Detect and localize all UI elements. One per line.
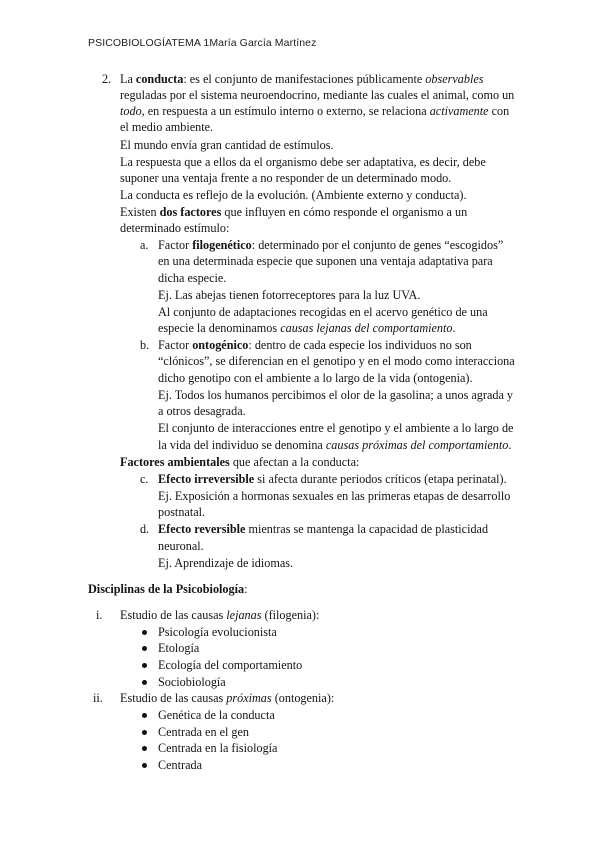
page-header: PSICOBIOLOGÍATEMA 1María García Martínez — [88, 37, 317, 49]
paragraph-line: Efecto reversible mientras se mantenga la capacidad de plasticidad — [158, 522, 489, 536]
paragraph-line: postnatal. — [158, 505, 206, 519]
bullet-icon — [142, 763, 147, 768]
list-marker-2: 2. — [102, 72, 112, 86]
list-marker-ii: ii. — [93, 691, 103, 705]
paragraph-line: suponer una ventaja frente a no responder de un determinado modo. — [120, 171, 452, 185]
section-heading: Disciplinas de la Psicobiología: — [88, 582, 248, 596]
paragraph-line: Al conjunto de adaptaciones recogidas en el acervo genético de una — [158, 305, 488, 319]
paragraph-line: Ej. Todos los humanos percibimos el olor de la gasolina; a unos agrada y — [158, 388, 513, 402]
paragraph-line: El conjunto de interacciones entre el genotipo y el ambiente a lo largo de — [158, 421, 514, 435]
bullet-icon — [142, 646, 147, 651]
paragraph-line: el medio ambiente. — [120, 120, 214, 134]
paragraph-line: La conducta es reflejo de la evolución. (Ambiente externo y conducta). — [120, 188, 467, 202]
list-marker-i: i. — [96, 608, 103, 622]
paragraph-line: dicha especie. — [158, 271, 227, 285]
paragraph-line: Ej. Las abejas tienen fotorreceptores para la luz UVA. — [158, 288, 421, 302]
term-filogenetico: filogenético — [192, 238, 252, 252]
bullet-icon — [142, 630, 147, 635]
paragraph-line: “clónicos”, se diferencian en el genotipo y en el modo como interacciona — [158, 354, 515, 368]
list-marker-b: b. — [140, 338, 150, 352]
paragraph-line: neuronal. — [158, 539, 204, 553]
list-marker-a: a. — [140, 238, 149, 252]
list-item: Sociobiología — [158, 675, 226, 689]
paragraph-line: reguladas por el sistema neuroendocrino, mediante las cuales el animal, como un — [120, 88, 515, 102]
list-item: Ecología del comportamiento — [158, 658, 303, 672]
bullet-icon — [142, 680, 147, 685]
paragraph-line: La conducta: es el conjunto de manifestaciones públicamente observables — [120, 72, 484, 86]
paragraph-line: El mundo envía gran cantidad de estímulos. — [120, 138, 334, 152]
list-item: Genética de la conducta — [158, 708, 275, 722]
paragraph-line: dicho genotipo con el ambiente a lo largo de la vida (ontogenia). — [158, 371, 473, 385]
bullet-icon — [142, 746, 147, 751]
paragraph-line: Efecto irreversible si afecta durante periodos críticos (etapa perinatal). — [158, 472, 507, 486]
bullet-icon — [142, 713, 147, 718]
list-item: Psicología evolucionista — [158, 625, 277, 639]
term-efecto-reversible: Efecto reversible — [158, 522, 246, 536]
paragraph-line: Factores ambientales que afectan a la conducta: — [120, 455, 360, 469]
term-factores-ambientales: Factores ambientales — [120, 455, 230, 469]
paragraph-line: determinado estímulo: — [120, 221, 230, 235]
term-efecto-irreversible: Efecto irreversible — [158, 472, 255, 486]
list-marker-c: c. — [140, 472, 149, 486]
paragraph-line: en una determinada especie que suponen una ventaja adaptativa para — [158, 254, 493, 268]
list-item: Centrada — [158, 758, 202, 772]
list-item: Centrada en el gen — [158, 725, 250, 739]
paragraph-line: a otros desagrada. — [158, 404, 246, 418]
paragraph-line: Ej. Aprendizaje de idiomas. — [158, 556, 294, 570]
term-dos-factores: dos factores — [159, 205, 222, 219]
paragraph-line: Factor filogenético: determinado por el conjunto de genes “escogidos” — [158, 238, 504, 252]
list-marker-d: d. — [140, 522, 150, 536]
list-item: Centrada en la fisiología — [158, 741, 278, 755]
paragraph-line: especie la denominamos causas lejanas del comportamiento. — [158, 321, 456, 335]
term-ontogenico: ontogénico — [192, 338, 249, 352]
paragraph-line: La respuesta que a ellos da el organismo debe ser adaptativa, es decir, debe — [120, 155, 486, 169]
paragraph-line: Estudio de las causas lejanas (filogenia): — [120, 608, 320, 622]
bullet-icon — [142, 663, 147, 668]
paragraph-line: Factor ontogénico: dentro de cada especie los individuos no son — [158, 338, 472, 352]
paragraph-line: Ej. Exposición a hormonas sexuales en las primeras etapas de desarrollo — [158, 489, 511, 503]
paragraph-line: todo, en respuesta a un estímulo interno o externo, se relaciona activamente con — [120, 104, 510, 118]
paragraph-line: Existen dos factores que influyen en cómo responde el organismo a un — [120, 205, 468, 219]
paragraph-line: la vida del individuo se denomina causas próximas del comportamiento. — [158, 438, 512, 452]
paragraph-line: Estudio de las causas próximas (ontogenia): — [120, 691, 335, 705]
list-item: Etología — [158, 641, 200, 655]
term-conducta: conducta — [135, 72, 184, 86]
bullet-icon — [142, 730, 147, 735]
